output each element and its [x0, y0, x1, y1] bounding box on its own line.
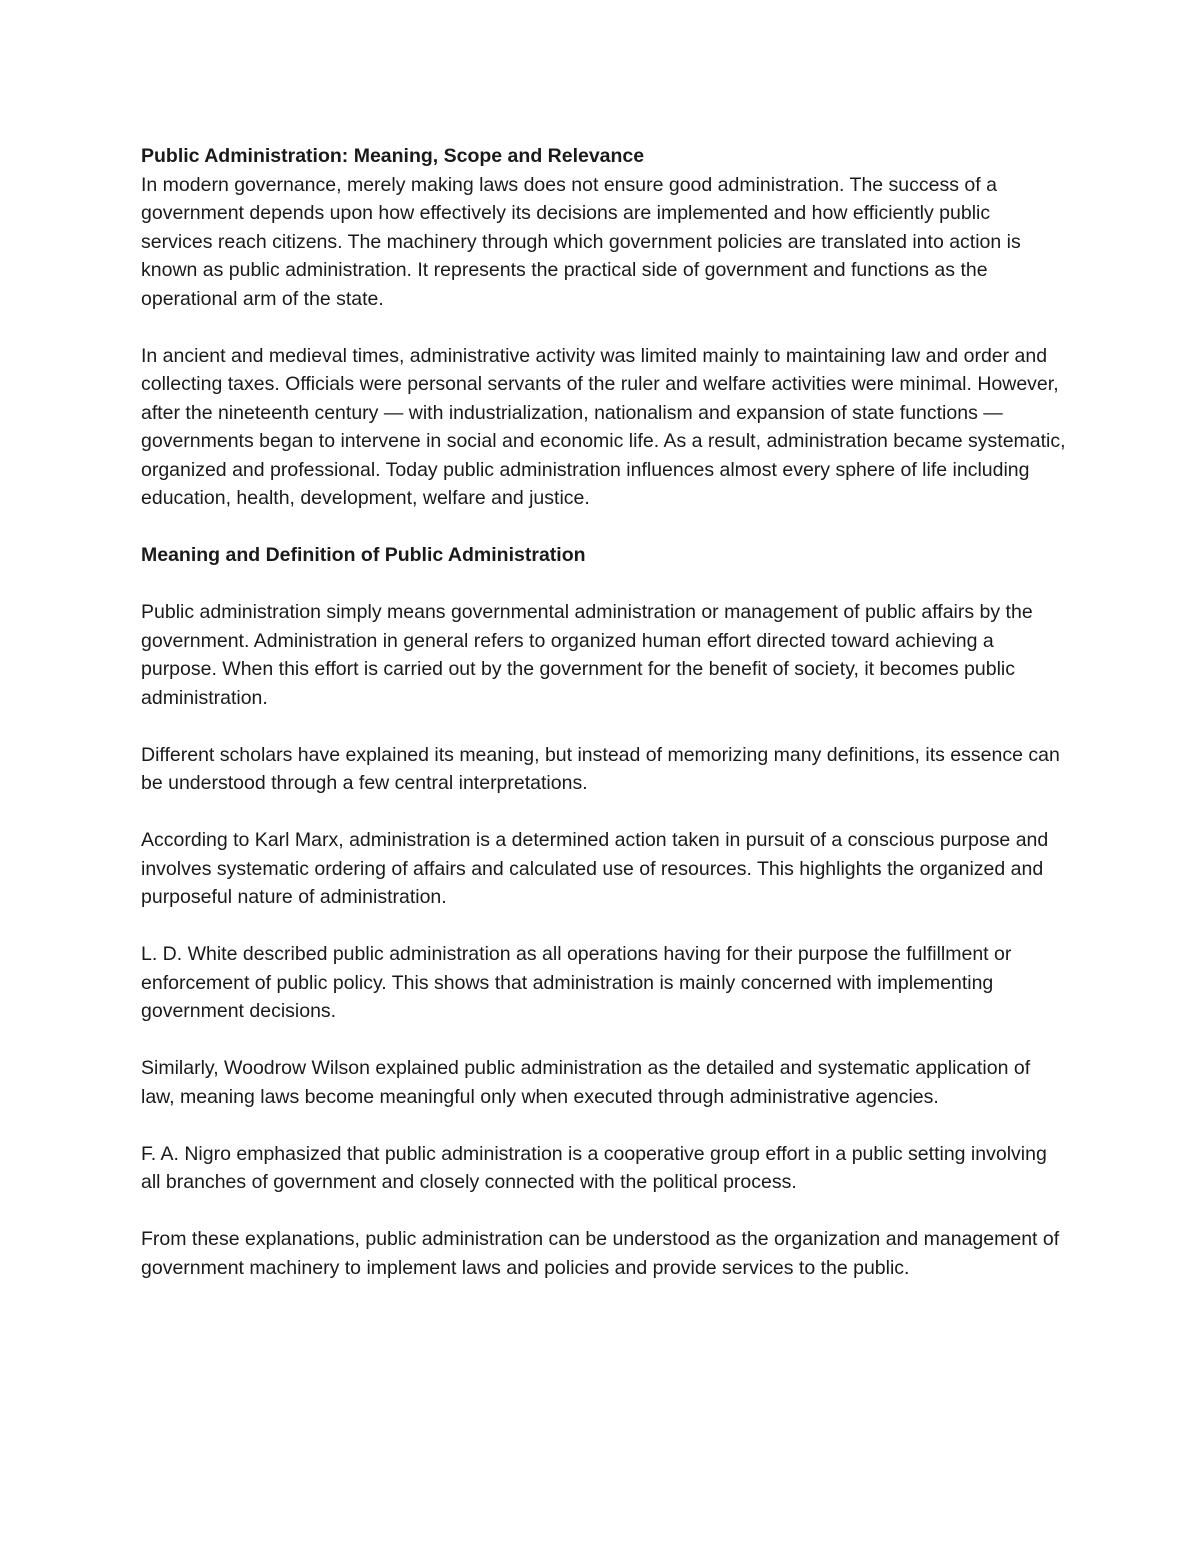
- section-paragraph-4: L. D. White described public administration as all operations having for their purpose the fulfillment or enforcement of public policy. This shows that administration is mainly concerned with implementing government decisions.: [141, 943, 1012, 1022]
- section-paragraph-5: Similarly, Woodrow Wilson explained public administration as the detailed and systematic application of law, meaning laws become meaningful only when executed through administrative agencies.: [141, 1057, 1031, 1108]
- intro-paragraph-1: In modern governance, merely making laws does not ensure good administration. The success of a government depends upon how effectively its decisions are implemented and how efficiently public services reach citizens. The machinery through which government policies are translated into action is known as public administration. It represents the practical side of government and functions as the operational arm of the state.: [141, 173, 1021, 310]
- document-body: [141, 142, 1066, 1311]
- intro-paragraph-2: In ancient and medieval times, administrative activity was limited mainly to maintaining law and order and collecting taxes. Officials were personal servants of the ruler and welfare activities were minimal. However, after the nineteenth century — with industrialization, nationalism and expansion of state functions — governments began to intervene in social and economic life. As a result, administration became systematic, organized and professional. Today public administration influences almost every sphere of life including education, health, development, welfare and justice.: [141, 344, 1066, 509]
- section-paragraph-7: From these explanations, public administration can be understood as the organization and management of government machinery to implement laws and policies and provide services to the public.: [141, 1228, 1060, 1279]
- section-heading: Meaning and Definition of Public Administration: [141, 544, 586, 566]
- section-paragraph-3: According to Karl Marx, administration is a determined action taken in pursuit of a conscious purpose and involves systematic ordering of affairs and calculated use of resources. This highlights the organized and purposeful nature of administration.: [141, 829, 1049, 908]
- section-paragraph-6: F. A. Nigro emphasized that public administration is a cooperative group effort in a public setting involving all branches of government and closely connected with the political process.: [141, 1142, 1047, 1193]
- section-paragraph-1: Public administration simply means governmental administration or management of public affairs by the government. Administration in general refers to organized human effort directed toward achieving a purpose. When this effort is carried out by the government for the benefit of society, it becomes public administration.: [141, 601, 1033, 709]
- section-paragraph-2: Different scholars have explained its meaning, but instead of memorizing many definitions, its essence can be understood through a few central interpretations.: [141, 743, 1060, 794]
- document-title: Public Administration: Meaning, Scope and Relevance: [141, 145, 645, 167]
